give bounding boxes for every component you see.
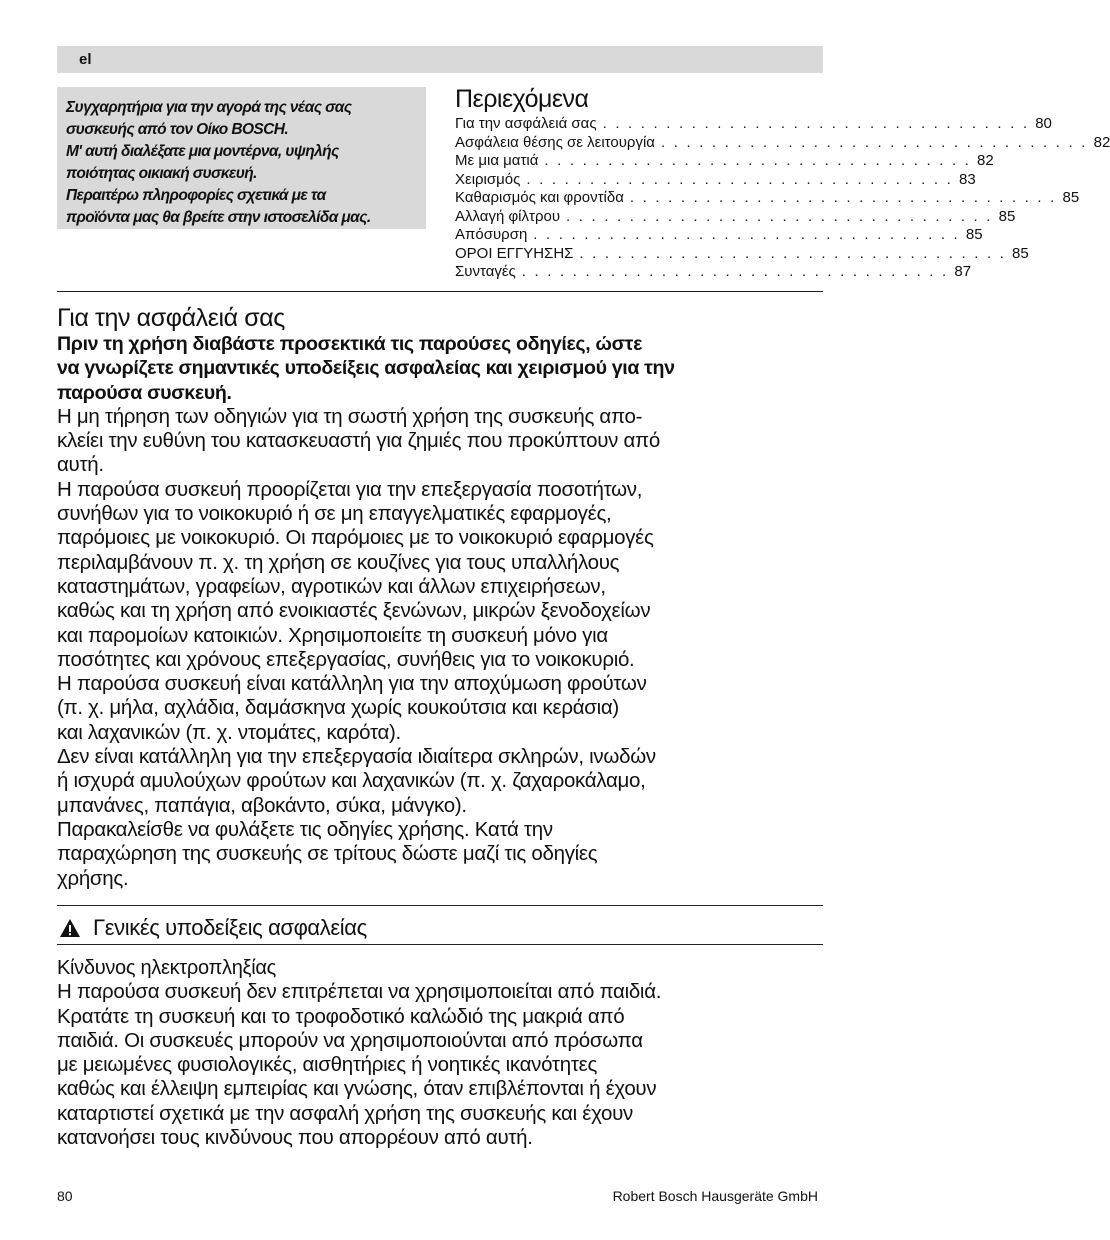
body-text-line: παιδιά. Οι συσκευές μπορούν να χρησιμοποιούνται από πρόσωπα	[57, 1028, 643, 1052]
body-text-line: παρόμοιες με νοικοκυριό. Οι παρόμοιες με το νοικοκυριό εφαρμογές	[57, 526, 654, 550]
safety-lead-line: παρούσα συσκευή.	[57, 381, 232, 404]
safety-lead-line: να γνωρίζετε σημαντικές υποδείξεις ασφαλείας και χειρισμού για την	[57, 357, 675, 380]
toc-leader-dots: . . . . . . . . . . . . . . . . . . . . . . . . . . . . . . . . . .	[602, 115, 1030, 132]
toc-entry-label: Για την ασφάλειά σας	[455, 115, 597, 132]
body-text-line: και παρομοίων κατοικιών. Χρησιμοποιείτε τη συσκευή μόνο για	[57, 623, 608, 647]
toc-entry[interactable]	[455, 189, 1080, 208]
body-text-line: καταρτιστεί σχετικά με την ασφαλή χρήση της συσκευής και έχουν	[57, 1101, 633, 1125]
body-text-line: (π. χ. μήλα, αχλάδια, δαμάσκηνα χωρίς κουκούτσια και κεράσια)	[57, 696, 619, 720]
general-safety-title: Γενικές υποδείξεις ασφαλείας	[93, 915, 367, 940]
toc-leader-dots: . . . . . . . . . . . . . . . . . . . . . . . . . . . . . . . . . .	[526, 170, 953, 188]
safety-section	[57, 304, 837, 891]
body-text-line: Παρακαλείσθε να φυλάξετε τις οδηγίες χρήσης. Κατά την	[57, 817, 553, 841]
toc-entry[interactable]	[455, 226, 983, 245]
toc-entry[interactable]	[455, 170, 976, 190]
body-text-line: αυτή.	[57, 453, 104, 477]
table-of-contents	[455, 84, 1110, 282]
toc-entry-page: 85	[998, 207, 1016, 225]
body-text-line: συνήθων για το νοικοκυριό ή σε μη επαγγελματικές εφαρμογές,	[57, 502, 612, 526]
body-text-line: καταστημάτων, γραφείων, αγροτικών και άλλων επιχειρήσεων,	[57, 574, 606, 598]
body-text-line: κατανοήσει τους κινδύνους που απορρέουν από αυτή.	[57, 1126, 533, 1150]
toc-leader-dots: . . . . . . . . . . . . . . . . . . . . . . . . . . . . . . . . . .	[544, 152, 972, 169]
body-text-line: με μειωμένες φυσιολογικές, αισθητήριες ή νοητικές ικανότητες	[57, 1053, 598, 1077]
toc-entry[interactable]	[455, 263, 972, 282]
electric-shock-heading: Κίνδυνος ηλεκτροπληξίας	[57, 957, 276, 979]
toc-leader-dots: . . . . . . . . . . . . . . . . . . . . . . . . . . . . . . . . . .	[629, 189, 1057, 206]
toc-leader-dots: . . . . . . . . . . . . . . . . . . . . . . . . . . . . . . . . . .	[579, 244, 1007, 262]
body-text-line: Η παρούσα συσκευή δεν επιτρέπεται να χρησιμοποιείται από παιδιά.	[57, 980, 662, 1004]
toc-entry-label: Απόσυρση	[455, 226, 528, 243]
body-text-line: μπανάνες, παπάγια, αβοκάντο, σύκα, μάνγκο).	[57, 793, 467, 817]
toc-entry-label: Συνταγές	[455, 263, 516, 280]
toc-entry-page: 85	[1062, 189, 1080, 206]
body-text-line: Η παρούσα συσκευή είναι κατάλληλη για την αποχύμωση φρούτων	[57, 672, 647, 696]
safety-heading: Για την ασφάλειά σας	[57, 304, 285, 332]
toc-entry-page: 80	[1035, 115, 1052, 132]
toc-entry-page: 82	[977, 152, 994, 169]
body-text-line: κλείει την ευθύνη του κατασκευαστή για ζημιές που προκύπτουν από	[57, 429, 660, 453]
toc-entry-label: Χειρισμός	[455, 170, 521, 188]
divider	[57, 291, 823, 292]
body-text-line: Η μη τήρηση των οδηγιών για τη σωστή χρήση της συσκευής απο-	[57, 404, 643, 428]
general-safety-section	[57, 914, 837, 942]
toc-entry-label: Ασφάλεια θέσης σε λειτουργία	[455, 133, 655, 151]
intro-line: συσκευής από τον Οίκο BOSCH.	[66, 121, 289, 138]
toc-entry-label: Αλλαγή φίλτρου	[455, 207, 561, 225]
toc-entry[interactable]	[455, 133, 1110, 153]
toc-entry-label: Με μια ματιά	[455, 152, 539, 169]
body-text-line: παραχώρηση της συσκευής σε τρίτους δώστε μαζί τις οδηγίες	[57, 842, 598, 866]
warning-triangle-icon	[59, 918, 81, 938]
toc-entry-page: 87	[954, 263, 972, 280]
safety-lead-line: Πριν τη χρήση διαβάστε προσεκτικά τις παρούσες οδηγίες, ώστε	[57, 333, 643, 355]
body-text-line: καθώς και τη χρήση από ενοικιαστές ξενώνων, μικρών ξενοδοχείων	[57, 599, 651, 623]
body-text-line: και λαχανικών (π. χ. ντομάτες, καρότα).	[57, 720, 401, 744]
toc-entry[interactable]	[455, 207, 1016, 227]
toc-entry[interactable]	[455, 152, 994, 171]
company-name: Robert Bosch Hausgeräte GmbH	[612, 1188, 818, 1204]
toc-entry-page: 85	[965, 226, 983, 243]
intro-line: ποιότητας οικιακή συσκευή.	[66, 165, 257, 182]
toc-entry-page: 83	[959, 170, 976, 188]
toc-leader-dots: . . . . . . . . . . . . . . . . . . . . . . . . . . . . . . . . . .	[660, 133, 1088, 151]
general-safety-heading	[57, 914, 837, 942]
toc-entry[interactable]	[455, 244, 1029, 264]
intro-line: Συγχαρητήρια για την αγορά της νέας σας	[66, 99, 352, 116]
toc-entry-page: 82	[1093, 133, 1110, 151]
toc-leader-dots: . . . . . . . . . . . . . . . . . . . . . . . . . . . . . . . . . .	[566, 207, 993, 225]
body-text-line: Κρατάτε τη συσκευή και το τροφοδοτικό καλώδιό της μακριά από	[57, 1004, 625, 1028]
toc-entry-label: Καθαρισμός και φροντίδα	[455, 189, 624, 206]
body-text-line: περιλαμβάνουν π. χ. τη χρήση σε κουζίνες για τους υπαλλήλους	[57, 550, 620, 574]
body-text-line: ποσότητες και χρόνους επεξεργασίας, συνήθεις για το νοικοκυριό.	[57, 647, 635, 671]
toc-entry[interactable]	[455, 115, 1052, 134]
toc-entry-label: ΟΡΟΙ ΕΓΓΥΗΣΗΣ	[455, 244, 574, 262]
language-code: el	[79, 51, 92, 68]
intro-line: προϊόντα μας θα βρείτε στην ιστοσελίδα μας.	[66, 209, 371, 226]
toc-leader-dots: . . . . . . . . . . . . . . . . . . . . . . . . . . . . . . . . . .	[533, 226, 960, 243]
toc-entry-page: 85	[1012, 244, 1029, 262]
page-number: 80	[57, 1188, 73, 1204]
intro-line: Περαιτέρω πληροφορίες σχετικά με τα	[66, 187, 326, 204]
body-text-line: ή ισχυρά αμυλούχων φρούτων και λαχανικών (π. χ. ζαχαροκάλαμο,	[57, 769, 646, 793]
body-text-line: καθώς και έλλειψη εμπειρίας και γνώσης, όταν επιβλέπονται ή έχουν	[57, 1077, 657, 1101]
body-text-line: χρήσης.	[57, 866, 129, 890]
toc-title: Περιεχόμενα	[455, 85, 589, 113]
electric-shock-section	[57, 956, 837, 1150]
toc-leader-dots: . . . . . . . . . . . . . . . . . . . . . . . . . . . . . . . . . .	[521, 263, 949, 280]
body-text-line: Η παρούσα συσκευή προορίζεται για την επεξεργασία ποσοτήτων,	[57, 477, 643, 501]
divider	[57, 944, 823, 945]
body-text-line: Δεν είναι κατάλληλη για την επεξεργασία ιδιαίτερα σκληρών, ινωδών	[57, 745, 656, 769]
intro-box	[57, 87, 426, 229]
language-bar	[57, 46, 823, 73]
intro-line: Μ' αυτή διαλέξατε μια μοντέρνα, υψηλής	[66, 143, 339, 160]
divider	[57, 905, 823, 906]
